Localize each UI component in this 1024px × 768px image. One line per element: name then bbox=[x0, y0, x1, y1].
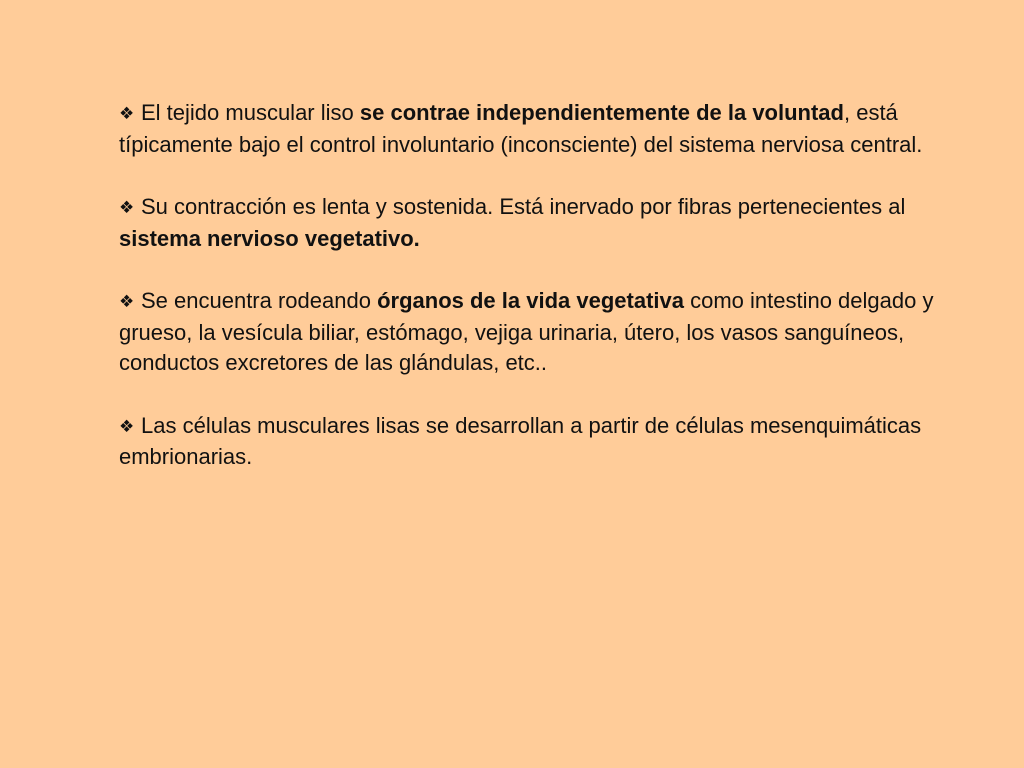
diamond-bullet-icon: ❖ bbox=[119, 292, 135, 312]
paragraph-origin bbox=[119, 411, 949, 473]
text-segment: Las células musculares lisas se desarrollan a partir de células mesenquimáticas embrionarias. bbox=[119, 412, 922, 469]
slide-body bbox=[119, 98, 949, 505]
text-segment: Se encuentra rodeando bbox=[141, 288, 378, 313]
diamond-bullet-icon: ❖ bbox=[119, 198, 135, 218]
text-segment-bold: sistema nervioso vegetativo. bbox=[119, 225, 420, 251]
text-segment: El tejido muscular liso bbox=[141, 100, 360, 125]
paragraph-location bbox=[119, 286, 949, 379]
diamond-bullet-icon: ❖ bbox=[119, 416, 135, 437]
paragraph-contraction bbox=[119, 192, 949, 254]
text-segment: como intestino delgado y grueso, la vesícula biliar, estómago, vejiga urinaria, útero, los vasos sanguíneos, conductos excretores de las glándulas, etc.. bbox=[119, 288, 934, 375]
text-segment: , está típicamente bajo el control involuntario (inconsciente) del sistema nerviosa central. bbox=[119, 100, 923, 157]
text-segment-bold: órganos de la vida vegetativa bbox=[377, 288, 684, 313]
text-segment: Su contracción es lenta y sostenida. Está inervado por fibras pertenecientes al bbox=[141, 194, 906, 219]
diamond-bullet-icon: ❖ bbox=[119, 104, 135, 124]
text-segment-bold: se contrae independientemente de la voluntad bbox=[359, 100, 844, 125]
paragraph-smooth-muscle-involuntary bbox=[119, 98, 949, 160]
